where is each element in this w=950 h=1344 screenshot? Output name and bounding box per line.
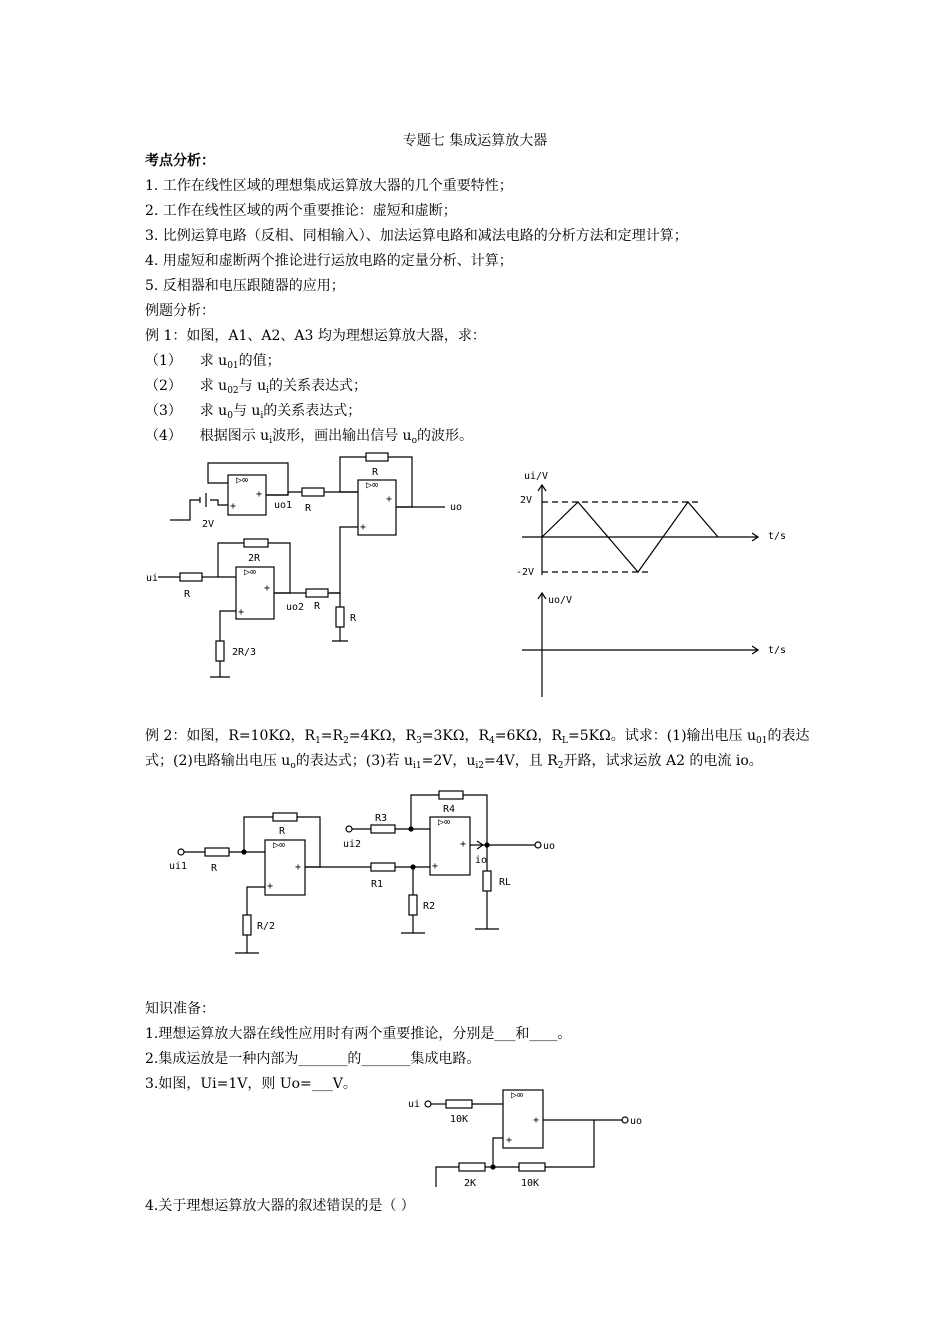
svg-text:10K: 10K bbox=[521, 1178, 540, 1189]
svg-text:R2: R2 bbox=[423, 901, 436, 912]
key-point-2: 2. 工作在线性区域的两个重要推论：虚短和虚断； bbox=[145, 203, 457, 219]
example2-line-2: 式；(2)电路输出电压 $u_o$的表达式；(3)若 $u_{i1}=2V$，$u_{i2}=4V$，且 $R_2$开路，试求运放 A2 的电流 io。 bbox=[145, 753, 763, 771]
svg-text:▷∞: ▷∞ bbox=[511, 1090, 524, 1101]
resistor-r3 bbox=[371, 825, 395, 833]
svg-text:R: R bbox=[184, 589, 191, 600]
resistor-r5 bbox=[336, 607, 344, 627]
svg-text:10K: 10K bbox=[450, 1114, 469, 1125]
svg-text:+: + bbox=[386, 494, 393, 505]
svg-text:uo: uo bbox=[630, 1116, 643, 1127]
knowledge-heading: 知识准备： bbox=[145, 1001, 215, 1017]
svg-text:▷∞: ▷∞ bbox=[366, 480, 379, 491]
svg-text:uo2: uo2 bbox=[286, 602, 305, 613]
svg-text:2V: 2V bbox=[520, 495, 533, 506]
resistor-10k-in bbox=[446, 1100, 472, 1108]
svg-text:RL: RL bbox=[499, 877, 512, 888]
svg-text:uo: uo bbox=[543, 841, 556, 852]
key-point-1: 1. 工作在线性区域的理想集成运算放大器的几个重要特性； bbox=[145, 178, 513, 194]
example1-waveform-diagram bbox=[510, 465, 787, 700]
svg-text:2R/3: 2R/3 bbox=[232, 647, 257, 658]
section-heading-key-points: 考点分析： bbox=[145, 153, 215, 169]
svg-text:ui2: ui2 bbox=[343, 839, 362, 850]
svg-text:R: R bbox=[314, 601, 321, 612]
svg-text:+: + bbox=[506, 1135, 513, 1146]
svg-text:+: + bbox=[230, 501, 237, 512]
svg-text:+: + bbox=[238, 607, 245, 618]
example1-intro: 例 1：如图，A1、A2、A3 均为理想运算放大器，求： bbox=[145, 328, 486, 344]
svg-text:ui: ui bbox=[408, 1099, 421, 1110]
resistor-r-in bbox=[205, 848, 229, 856]
example1-circuit-diagram bbox=[140, 455, 480, 685]
resistor-r4 bbox=[439, 791, 463, 799]
key-point-4: 4. 用虚短和虚断两个推论进行运放电路的定量分析、计算； bbox=[145, 253, 513, 269]
resistor-r1 bbox=[371, 863, 395, 871]
knowledge-question-3: 3.如图，Ui=1V，则 Uo=___V。 bbox=[145, 1076, 357, 1092]
resistor-r1 bbox=[302, 488, 324, 496]
resistor-2r bbox=[244, 539, 268, 547]
svg-text:ui: ui bbox=[146, 573, 159, 584]
svg-text:ui1: ui1 bbox=[169, 861, 188, 872]
svg-text:R3: R3 bbox=[375, 813, 388, 824]
resistor-r-half bbox=[243, 915, 251, 935]
knowledge-question-2: 2.集成运放是一种内部为_______的_______集成电路。 bbox=[145, 1051, 481, 1067]
resistor-r-fb bbox=[273, 813, 297, 821]
svg-text:t/s: t/s bbox=[768, 645, 787, 656]
knowledge-question-4: 4.关于理想运算放大器的叙述错误的是（ ） bbox=[145, 1198, 415, 1214]
svg-text:t/s: t/s bbox=[768, 531, 787, 542]
resistor-2r-3 bbox=[216, 641, 224, 661]
knowledge-circuit-diagram bbox=[400, 1085, 650, 1190]
svg-text:+: + bbox=[460, 839, 467, 850]
svg-text:ui/V: ui/V bbox=[524, 471, 549, 482]
svg-text:R: R bbox=[305, 503, 312, 514]
svg-text:R: R bbox=[372, 467, 379, 478]
svg-text:R4: R4 bbox=[443, 804, 456, 815]
knowledge-question-1: 1.理想运算放大器在线性应用时有两个重要推论，分别是___和____。 bbox=[145, 1026, 572, 1042]
resistor-r4 bbox=[306, 589, 328, 597]
example1-question-2: （2） 求 $u_{02}$与 $u_i$的关系表达式； bbox=[145, 378, 368, 396]
example2-line-1: 例 2：如图，R=10KΩ，$R_1=R_2=4K\Omega$，$R_3=3K\Omega$，$R_4=6K\Omega$，$R_L=5K\Omega$。试求：(1)输出电压 $u_{01}$的表达 bbox=[145, 728, 810, 746]
resistor-2k bbox=[459, 1163, 485, 1171]
svg-text:▷∞: ▷∞ bbox=[273, 840, 286, 851]
example1-question-1: （1） 求 $u_{01}$的值； bbox=[145, 353, 281, 371]
svg-text:▷∞: ▷∞ bbox=[244, 567, 257, 578]
svg-text:+: + bbox=[432, 861, 439, 872]
example2-circuit-diagram bbox=[165, 785, 585, 960]
svg-text:uo: uo bbox=[450, 502, 463, 513]
svg-text:uo/V: uo/V bbox=[548, 595, 573, 606]
key-point-5: 5. 反相器和电压跟随器的应用； bbox=[145, 278, 345, 294]
svg-text:uo1: uo1 bbox=[274, 500, 293, 511]
svg-text:R: R bbox=[279, 826, 286, 837]
svg-text:io: io bbox=[475, 855, 488, 866]
svg-text:2K: 2K bbox=[464, 1178, 477, 1189]
svg-text:+: + bbox=[295, 862, 302, 873]
svg-text:2V: 2V bbox=[202, 519, 215, 530]
svg-text:-2V: -2V bbox=[516, 567, 535, 578]
example1-question-3: （3） 求 $u_0$与 $u_i$的关系表达式； bbox=[145, 403, 362, 421]
example1-question-4: （4） 根据图示 $u_i$波形，画出输出信号 $u_o$的波形。 bbox=[145, 428, 473, 446]
examples-heading: 例题分析： bbox=[145, 303, 215, 319]
svg-text:+: + bbox=[256, 489, 263, 500]
resistor-rl bbox=[483, 871, 491, 891]
svg-text:R/2: R/2 bbox=[257, 921, 276, 932]
page-title: 专题七 集成运算放大器 bbox=[402, 133, 548, 149]
svg-text:+: + bbox=[264, 583, 271, 594]
resistor-r3 bbox=[180, 573, 202, 581]
svg-text:▷∞: ▷∞ bbox=[438, 817, 451, 828]
svg-text:▷∞: ▷∞ bbox=[236, 475, 249, 486]
resistor-10k-fb bbox=[519, 1163, 545, 1171]
resistor-r2 bbox=[366, 453, 388, 461]
resistor-r2 bbox=[409, 895, 417, 915]
svg-text:+: + bbox=[533, 1115, 540, 1126]
svg-text:R: R bbox=[211, 863, 218, 874]
svg-text:2R: 2R bbox=[248, 553, 261, 564]
svg-text:+: + bbox=[267, 881, 274, 892]
svg-text:R1: R1 bbox=[371, 879, 384, 890]
svg-text:R: R bbox=[350, 613, 357, 624]
svg-text:+: + bbox=[360, 522, 367, 533]
key-point-3: 3. 比例运算电路（反相、同相输入）、加法运算电路和减法电路的分析方法和定理计算； bbox=[145, 228, 688, 244]
